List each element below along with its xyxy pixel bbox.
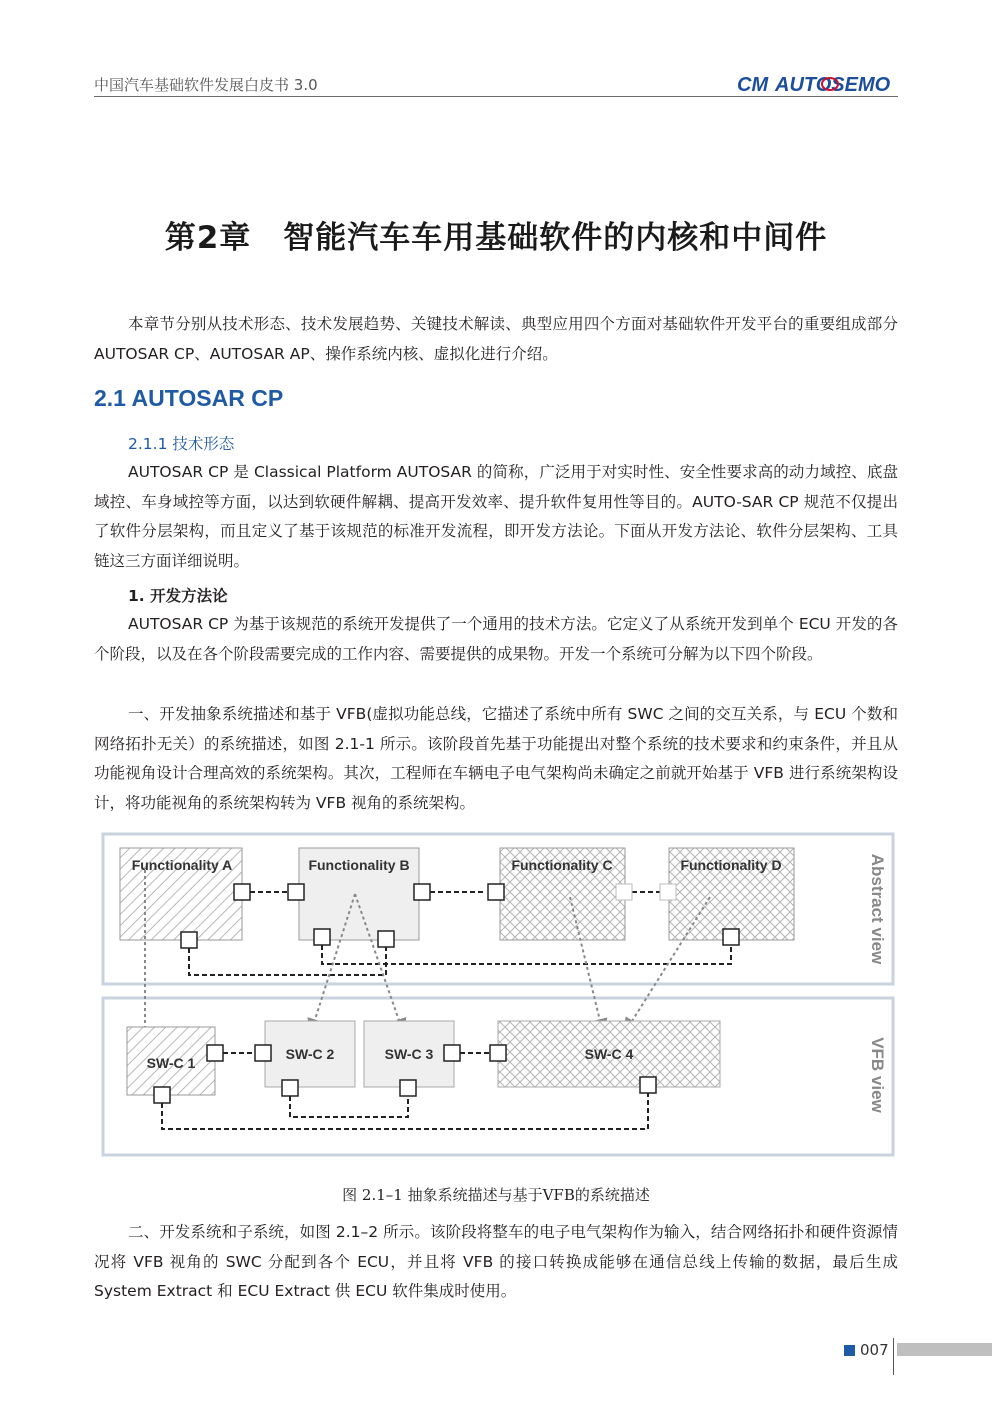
vfb-figure bbox=[100, 832, 895, 1160]
vfb-port-4-bottom bbox=[640, 1077, 656, 1093]
port-c-right bbox=[616, 884, 632, 900]
autosemo-logo bbox=[735, 68, 900, 98]
abstract-view-label: Abstract view bbox=[868, 853, 887, 965]
footer-divider bbox=[893, 1338, 894, 1375]
paragraph-1: AUTOSAR CP 是 Classical Platform AUTOSAR 的简称，广泛用于对实时性、安全性要求高的动力域控、底盘域控、车身域控等方面，以达到软硬件解耦、提高开发效率、提升软件复用性等目的。AUTO-SAR CP 规范不仅提出了软件分层架构，而且定义了基于该规范的标准开发流程，即开发方法论。下面从开发方法论、软件分层架构、工具链这三方面详细说明。 bbox=[94, 463, 898, 570]
footer-marker bbox=[844, 1345, 855, 1356]
paragraph-2: AUTOSAR CP 为基于该规范的系统开发提供了一个通用的技术方法。它定义了从系统开发到单个 ECU 开发的各个阶段，以及在各个阶段需要完成的工作内容、需要提供的成果物。开发一个系统可分解为以下四个阶段。 bbox=[94, 615, 898, 663]
swc-3-label: SW-C 3 bbox=[384, 1046, 434, 1062]
port-d-bottom bbox=[723, 929, 739, 945]
swc-4-label: SW-C 4 bbox=[584, 1046, 634, 1062]
vfb-port-1-right bbox=[207, 1045, 223, 1061]
header-rule bbox=[94, 96, 898, 97]
footer-bar bbox=[897, 1343, 992, 1356]
intro-paragraph: 本章节分别从技术形态、技术发展趋势、关键技术解读、典型应用四个方面对基础软件开发平台的重要组成部分 AUTOSAR CP、AUTOSAR AP、操作系统内核、虚拟化进行介绍。 bbox=[94, 315, 898, 363]
functionality-a-label: Functionality A bbox=[131, 857, 233, 873]
swc-1-label: SW-C 1 bbox=[146, 1055, 196, 1071]
vfb-port-4-left bbox=[490, 1045, 506, 1061]
logo-text: AUTOSEMO bbox=[775, 74, 891, 96]
functionality-b-label: Functionality B bbox=[308, 857, 410, 873]
vfb-port-2-bottom bbox=[282, 1080, 298, 1096]
port-b-bottom-2 bbox=[378, 931, 394, 947]
port-b-right bbox=[414, 884, 430, 900]
header-title: 中国汽车基础软件发展白皮书 3.0 bbox=[94, 76, 318, 94]
vfb-view-label: VFB view bbox=[868, 1037, 887, 1113]
page-number: 007 bbox=[860, 1341, 889, 1359]
subsection-title: 2.1.1 技术形态 bbox=[128, 435, 235, 453]
swc-2-label: SW-C 2 bbox=[285, 1046, 335, 1062]
chapter-title: 第2章 智能汽车车用基础软件的内核和中间件 bbox=[164, 220, 828, 256]
port-b-bottom-1 bbox=[314, 929, 330, 945]
port-a-bottom bbox=[181, 932, 197, 948]
port-b-left bbox=[288, 884, 304, 900]
functionality-c-label: Functionality C bbox=[511, 857, 613, 873]
functionality-d-label: Functionality D bbox=[680, 857, 782, 873]
figure-caption: 图 2.1–1 抽象系统描述与基于VFB的系统描述 bbox=[342, 1186, 650, 1204]
vfb-port-1-bottom bbox=[154, 1087, 170, 1103]
paragraph-3: 一、开发抽象系统描述和基于 VFB(虚拟功能总线，它描述了系统中所有 SWC 之间的交互关系，与 ECU 个数和网络拓扑无关）的系统描述，如图 2.1-1 所示。该阶段首先基于功能提出对整个系统的技术要求和约束条件，并且从功能视角设计合理高效的系统架构。其次，工程师在车辆电子电气架构尚未确定之前就开始基于 VFB 进行系统架构设计，将功能视角的系统架构转为 VFB 视角的系统架构。 bbox=[94, 705, 898, 812]
port-a-right bbox=[234, 884, 250, 900]
port-c-left bbox=[488, 884, 504, 900]
item-title: 1. 开发方法论 bbox=[128, 587, 228, 605]
vfb-port-2-left bbox=[255, 1045, 271, 1061]
paragraph-4: 二、开发系统和子系统，如图 2.1–2 所示。该阶段将整车的电子电气架构作为输入，结合网络拓扑和硬件资源情况将 VFB 视角的 SWC 分配到各个 ECU，并且将 VFB 的接口转换成能够在通信总线上传输的数据，最后生成 System Extract 和 ECU Extract 供 ECU 软件集成时使用。 bbox=[94, 1223, 898, 1300]
vfb-port-3-bottom bbox=[400, 1080, 416, 1096]
port-d-left bbox=[660, 884, 676, 900]
section-title: 2.1 AUTOSAR CP bbox=[94, 385, 284, 411]
logo-prefix: CM bbox=[737, 74, 769, 96]
vfb-port-3-right bbox=[444, 1045, 460, 1061]
